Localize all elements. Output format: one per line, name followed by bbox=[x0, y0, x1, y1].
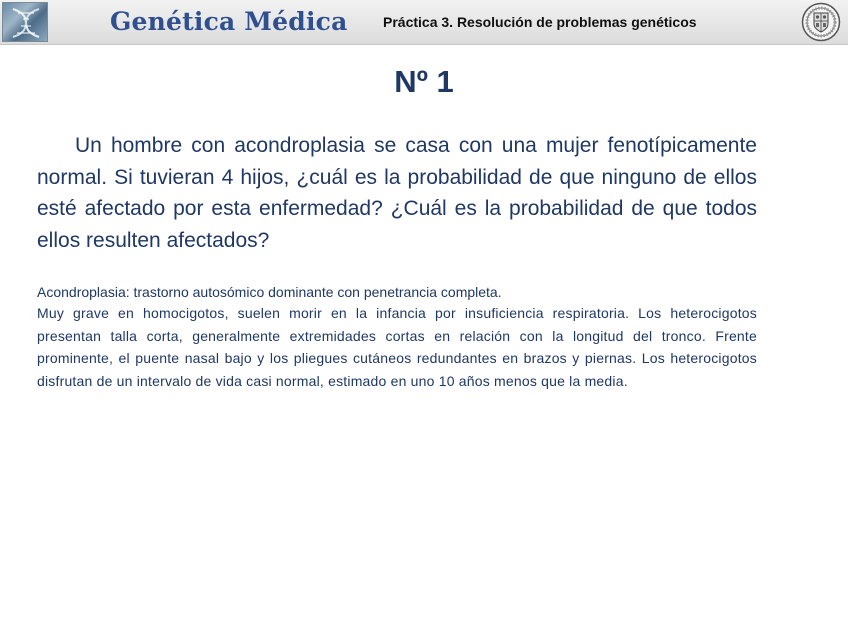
university-seal-icon bbox=[800, 2, 842, 42]
dna-helix-icon bbox=[9, 7, 43, 39]
brand-title: Genética Médica bbox=[110, 7, 348, 36]
disease-definition: Acondroplasia: trastorno autosómico dominante con penetrancia completa. bbox=[37, 284, 502, 300]
problem-number: Nº 1 bbox=[394, 64, 454, 99]
problem-statement: Un hombre con acondroplasia se casa con una mujer fenotípicamente normal. Si tuvieran 4 hijos, ¿cuál es la probabilidad de que ninguno de ellos esté afectado por esta enfermedad? ¿Cuál es la probabilidad de que todos ellos resulten afectados? bbox=[37, 134, 757, 252]
slide-header bbox=[0, 0, 848, 45]
dna-logo-icon bbox=[2, 2, 48, 42]
practice-title: Práctica 3. Resolución de problemas genéticos bbox=[383, 14, 697, 30]
disease-description: Muy grave en homocigotos, suelen morir en la infancia por insuficiencia respiratoria. Los heterocigotos presentan talla corta, generalmente extremidades cortas en relación con la longitud del tronco. Frente prominente, el puente nasal bajo y los pliegues cutáneos redundantes en brazos y piernas. Los heterocigotos disfrutan de un intervalo de vida casi normal, estimado en uno 10 años menos que la media. bbox=[37, 305, 757, 389]
